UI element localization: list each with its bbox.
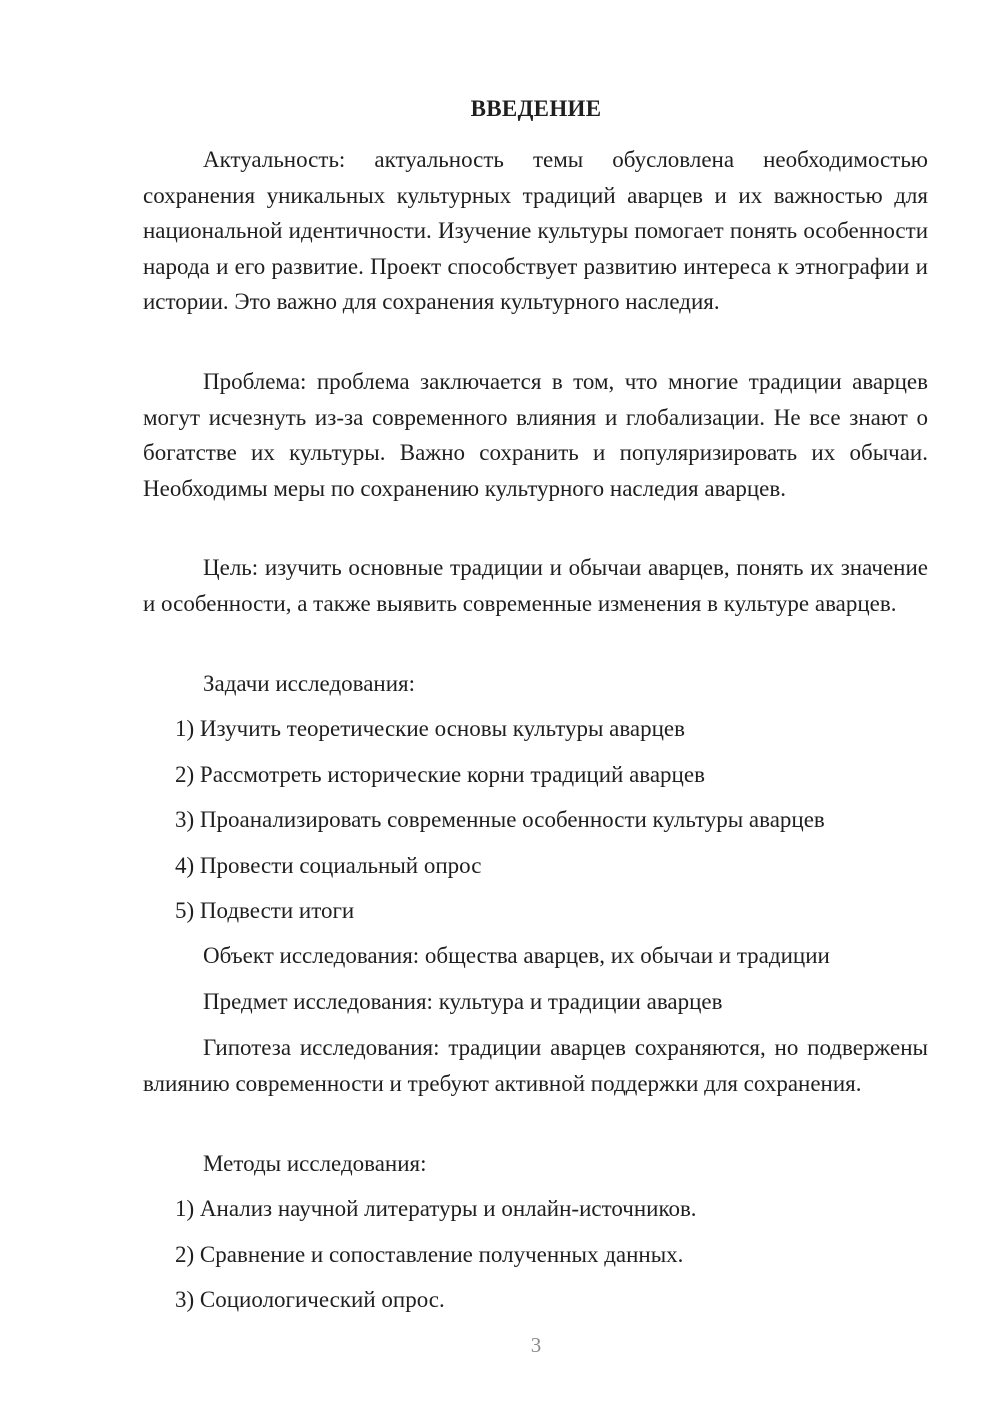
task-item: 2) Рассмотреть исторические корни традиций аварцев bbox=[175, 762, 705, 787]
section-heading: ВВЕДЕНИЕ bbox=[470, 96, 602, 121]
subject-paragraph: Предмет исследования: культура и традиции аварцев bbox=[203, 989, 723, 1014]
task-item: 1) Изучить теоретические основы культуры аварцев bbox=[175, 716, 685, 741]
page-number: 3 bbox=[530, 1333, 542, 1357]
task-item: 4) Провести социальный опрос bbox=[175, 853, 482, 878]
problem-paragraph: Проблема: проблема заключается в том, что многие традиции аварцев могут исчезнуть из-за современного влияния и глобализации. Не все знают о богатстве их культуры. Важно сохранить и популяризировать их обычаи. Необходимы меры по сохранению культурного наследия аварцев. bbox=[143, 369, 928, 501]
tasks-title: Задачи исследования: bbox=[203, 671, 416, 696]
object-paragraph: Объект исследования: общества аварцев, их обычаи и традиции bbox=[203, 943, 830, 968]
goal-paragraph: Цель: изучить основные традиции и обычаи аварцев, понять их значение и особенности, а также выявить современные изменения в культуре аварцев. bbox=[143, 555, 928, 616]
method-item: 2) Сравнение и сопоставление полученных данных. bbox=[175, 1242, 684, 1267]
task-item: 3) Проанализировать современные особенности культуры аварцев bbox=[175, 807, 825, 832]
hypothesis-paragraph: Гипотеза исследования: традиции аварцев сохраняются, но подвержены влиянию современности и требуют активной поддержки для сохранения. bbox=[143, 1035, 928, 1096]
methods-title: Методы исследования: bbox=[203, 1151, 427, 1176]
relevance-paragraph: Актуальность: актуальность темы обусловлена необходимостью сохранения уникальных культурных традиций аварцев и их важностью для национальной идентичности. Изучение культуры помогает понять особенности народа и его развитие. Проект способствует развитию интереса к этнографии и истории. Это важно для сохранения культурного наследия. bbox=[143, 147, 928, 314]
task-item: 5) Подвести итоги bbox=[175, 898, 355, 923]
method-item: 1) Анализ научной литературы и онлайн-источников. bbox=[175, 1196, 697, 1221]
method-item: 3) Социологический опрос. bbox=[175, 1287, 445, 1312]
